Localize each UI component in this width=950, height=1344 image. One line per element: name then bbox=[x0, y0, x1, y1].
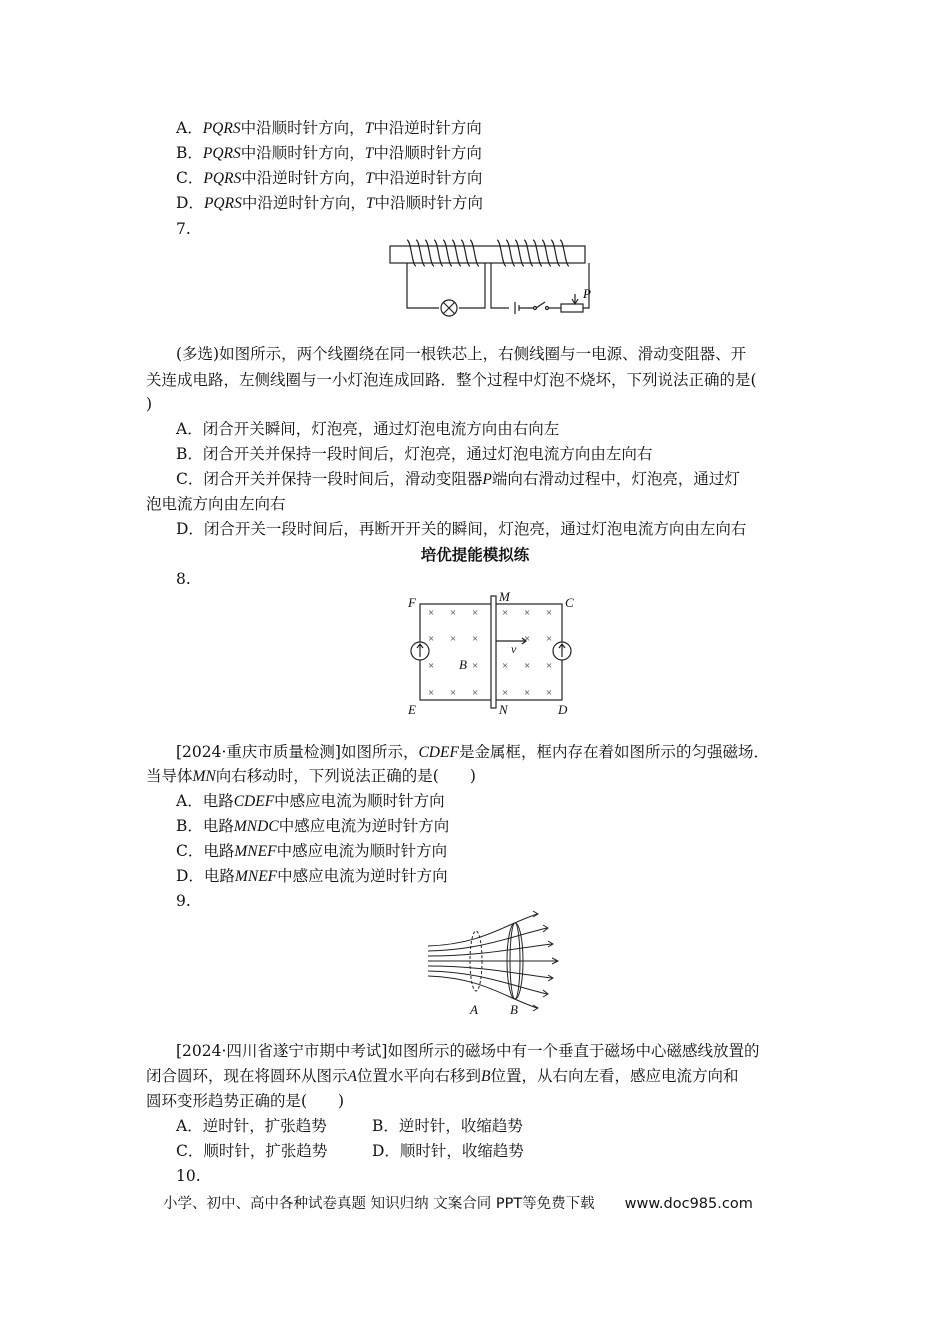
svg-text:×: × bbox=[546, 660, 553, 672]
footer-text: 小学、初中、高中各种试卷真题 知识归纳 文案合同 PPT等免费下载 bbox=[163, 1196, 595, 1212]
svg-text:×: × bbox=[546, 687, 553, 699]
q9-stem-line1: [2024·四川省遂宁市期中考试]如图所示的磁场中有一个垂直于磁场中心磁感线放置的 bbox=[176, 1042, 760, 1060]
q9-stem-line2: 闭合圆环，现在将圆环从图示A位置水平向右移到B位置，从右向左看，感应电流方向和 bbox=[146, 1067, 739, 1085]
footer-url[interactable]: www.doc985.com bbox=[624, 1196, 753, 1212]
q8-option-c: C．电路MNEF中感应电流为顺时针方向 bbox=[176, 842, 448, 860]
left-coil bbox=[407, 240, 479, 266]
label-a: A bbox=[470, 1002, 478, 1016]
q8-option-a: A．电路CDEF中感应电流为顺时针方向 bbox=[176, 792, 445, 810]
svg-text:×: × bbox=[428, 660, 435, 672]
q6-option-a: A．PQRS中沿顺时针方向，T中沿逆时针方向 bbox=[176, 119, 482, 137]
label-b: B bbox=[459, 657, 467, 672]
label-e: E bbox=[408, 702, 416, 717]
q9-option-a: A．逆时针，扩张趋势 bbox=[176, 1117, 327, 1135]
q7-option-d: D．闭合开关一段时间后，再断开开关的瞬间，灯泡亮，通过灯泡电流方向由左向右 bbox=[176, 520, 747, 538]
svg-text:×: × bbox=[546, 607, 553, 619]
q7-stem-line2: 关连成电路，左侧线圈与一小灯泡连成回路．整个过程中灯泡不烧坏，下列说法正确的是( bbox=[146, 371, 757, 389]
svg-text:×: × bbox=[524, 633, 531, 645]
svg-text:×: × bbox=[546, 633, 553, 645]
q9-stem-line3: 圆环变形趋势正确的是( ) bbox=[146, 1092, 345, 1110]
q6-option-c: C．PQRS中沿逆时针方向，T中沿逆时针方向 bbox=[176, 169, 483, 187]
svg-text:×: × bbox=[450, 607, 457, 619]
q9-number: 9. bbox=[176, 892, 191, 910]
right-coil bbox=[497, 240, 569, 266]
q7-stem-line3: ) bbox=[146, 395, 153, 413]
q7-coil-circuit-figure bbox=[385, 236, 595, 320]
q9-option-b: B．逆时针，收缩趋势 bbox=[372, 1117, 523, 1135]
q6-option-d: D．PQRS中沿逆时针方向，T中沿顺时针方向 bbox=[176, 194, 483, 212]
svg-text:×: × bbox=[524, 607, 531, 619]
svg-text:×: × bbox=[428, 607, 435, 619]
svg-text:×: × bbox=[502, 607, 509, 619]
section-title: 培优提能模拟练 bbox=[420, 545, 530, 564]
label-f: F bbox=[408, 595, 416, 610]
svg-text:×: × bbox=[472, 687, 479, 699]
svg-text:×: × bbox=[450, 633, 457, 645]
label-m: M bbox=[499, 589, 510, 604]
q8-metal-frame-figure bbox=[398, 586, 588, 720]
svg-text:×: × bbox=[472, 607, 479, 619]
svg-text:×: × bbox=[428, 687, 435, 699]
q7-option-c: C．闭合开关并保持一段时间后，滑动变阻器P端向右滑动过程中，灯泡亮，通过灯 bbox=[176, 470, 740, 488]
q9-option-d: D．顺时针，收缩趋势 bbox=[372, 1142, 524, 1160]
q7-stem-line1: (多选)如图所示，两个线圈绕在同一根铁芯上，右侧线圈与一电源、滑动变阻器、开 bbox=[176, 345, 747, 363]
q7-number: 7. bbox=[176, 220, 191, 238]
svg-text:×: × bbox=[502, 660, 509, 672]
q9-option-c: C．顺时针，扩张趋势 bbox=[176, 1142, 328, 1160]
svg-text:×: × bbox=[524, 660, 531, 672]
svg-text:×: × bbox=[428, 633, 435, 645]
rheostat bbox=[561, 304, 583, 312]
q7-option-b: B．闭合开关并保持一段时间后，灯泡亮，通过灯泡电流方向由左向右 bbox=[176, 445, 653, 463]
label-n: N bbox=[499, 702, 508, 717]
q8-number: 8. bbox=[176, 570, 191, 588]
label-v: v bbox=[511, 642, 517, 656]
q7-option-a: A．闭合开关瞬间，灯泡亮，通过灯泡电流方向由右向左 bbox=[176, 420, 560, 438]
label-c: C bbox=[565, 595, 574, 610]
svg-text:×: × bbox=[524, 687, 531, 699]
q8-option-d: D．电路MNEF中感应电流为逆时针方向 bbox=[176, 867, 448, 885]
q10-number: 10. bbox=[176, 1167, 201, 1185]
q8-stem-line2: 当导体MN向右移动时，下列说法正确的是( ) bbox=[146, 767, 476, 785]
label-b: B bbox=[510, 1002, 518, 1016]
q8-option-b: B．电路MNDC中感应电流为逆时针方向 bbox=[176, 817, 450, 835]
svg-text:×: × bbox=[472, 660, 479, 672]
rod-mn bbox=[491, 596, 496, 708]
svg-text:×: × bbox=[450, 687, 457, 699]
label-d: D bbox=[558, 702, 568, 717]
label-p: P bbox=[583, 286, 591, 301]
q9-magnetic-field-figure bbox=[422, 906, 564, 1016]
q8-stem-line1: [2024·重庆市质量检测]如图所示，CDEF是金属框，框内存在着如图所示的匀强磁场． bbox=[176, 743, 769, 761]
q6-option-b: B．PQRS中沿顺时针方向，T中沿顺时针方向 bbox=[176, 144, 482, 162]
svg-text:×: × bbox=[502, 687, 509, 699]
q7-option-c-line2: 泡电流方向由左向右 bbox=[146, 495, 286, 513]
page-footer bbox=[163, 1192, 753, 1213]
svg-text:×: × bbox=[472, 633, 479, 645]
